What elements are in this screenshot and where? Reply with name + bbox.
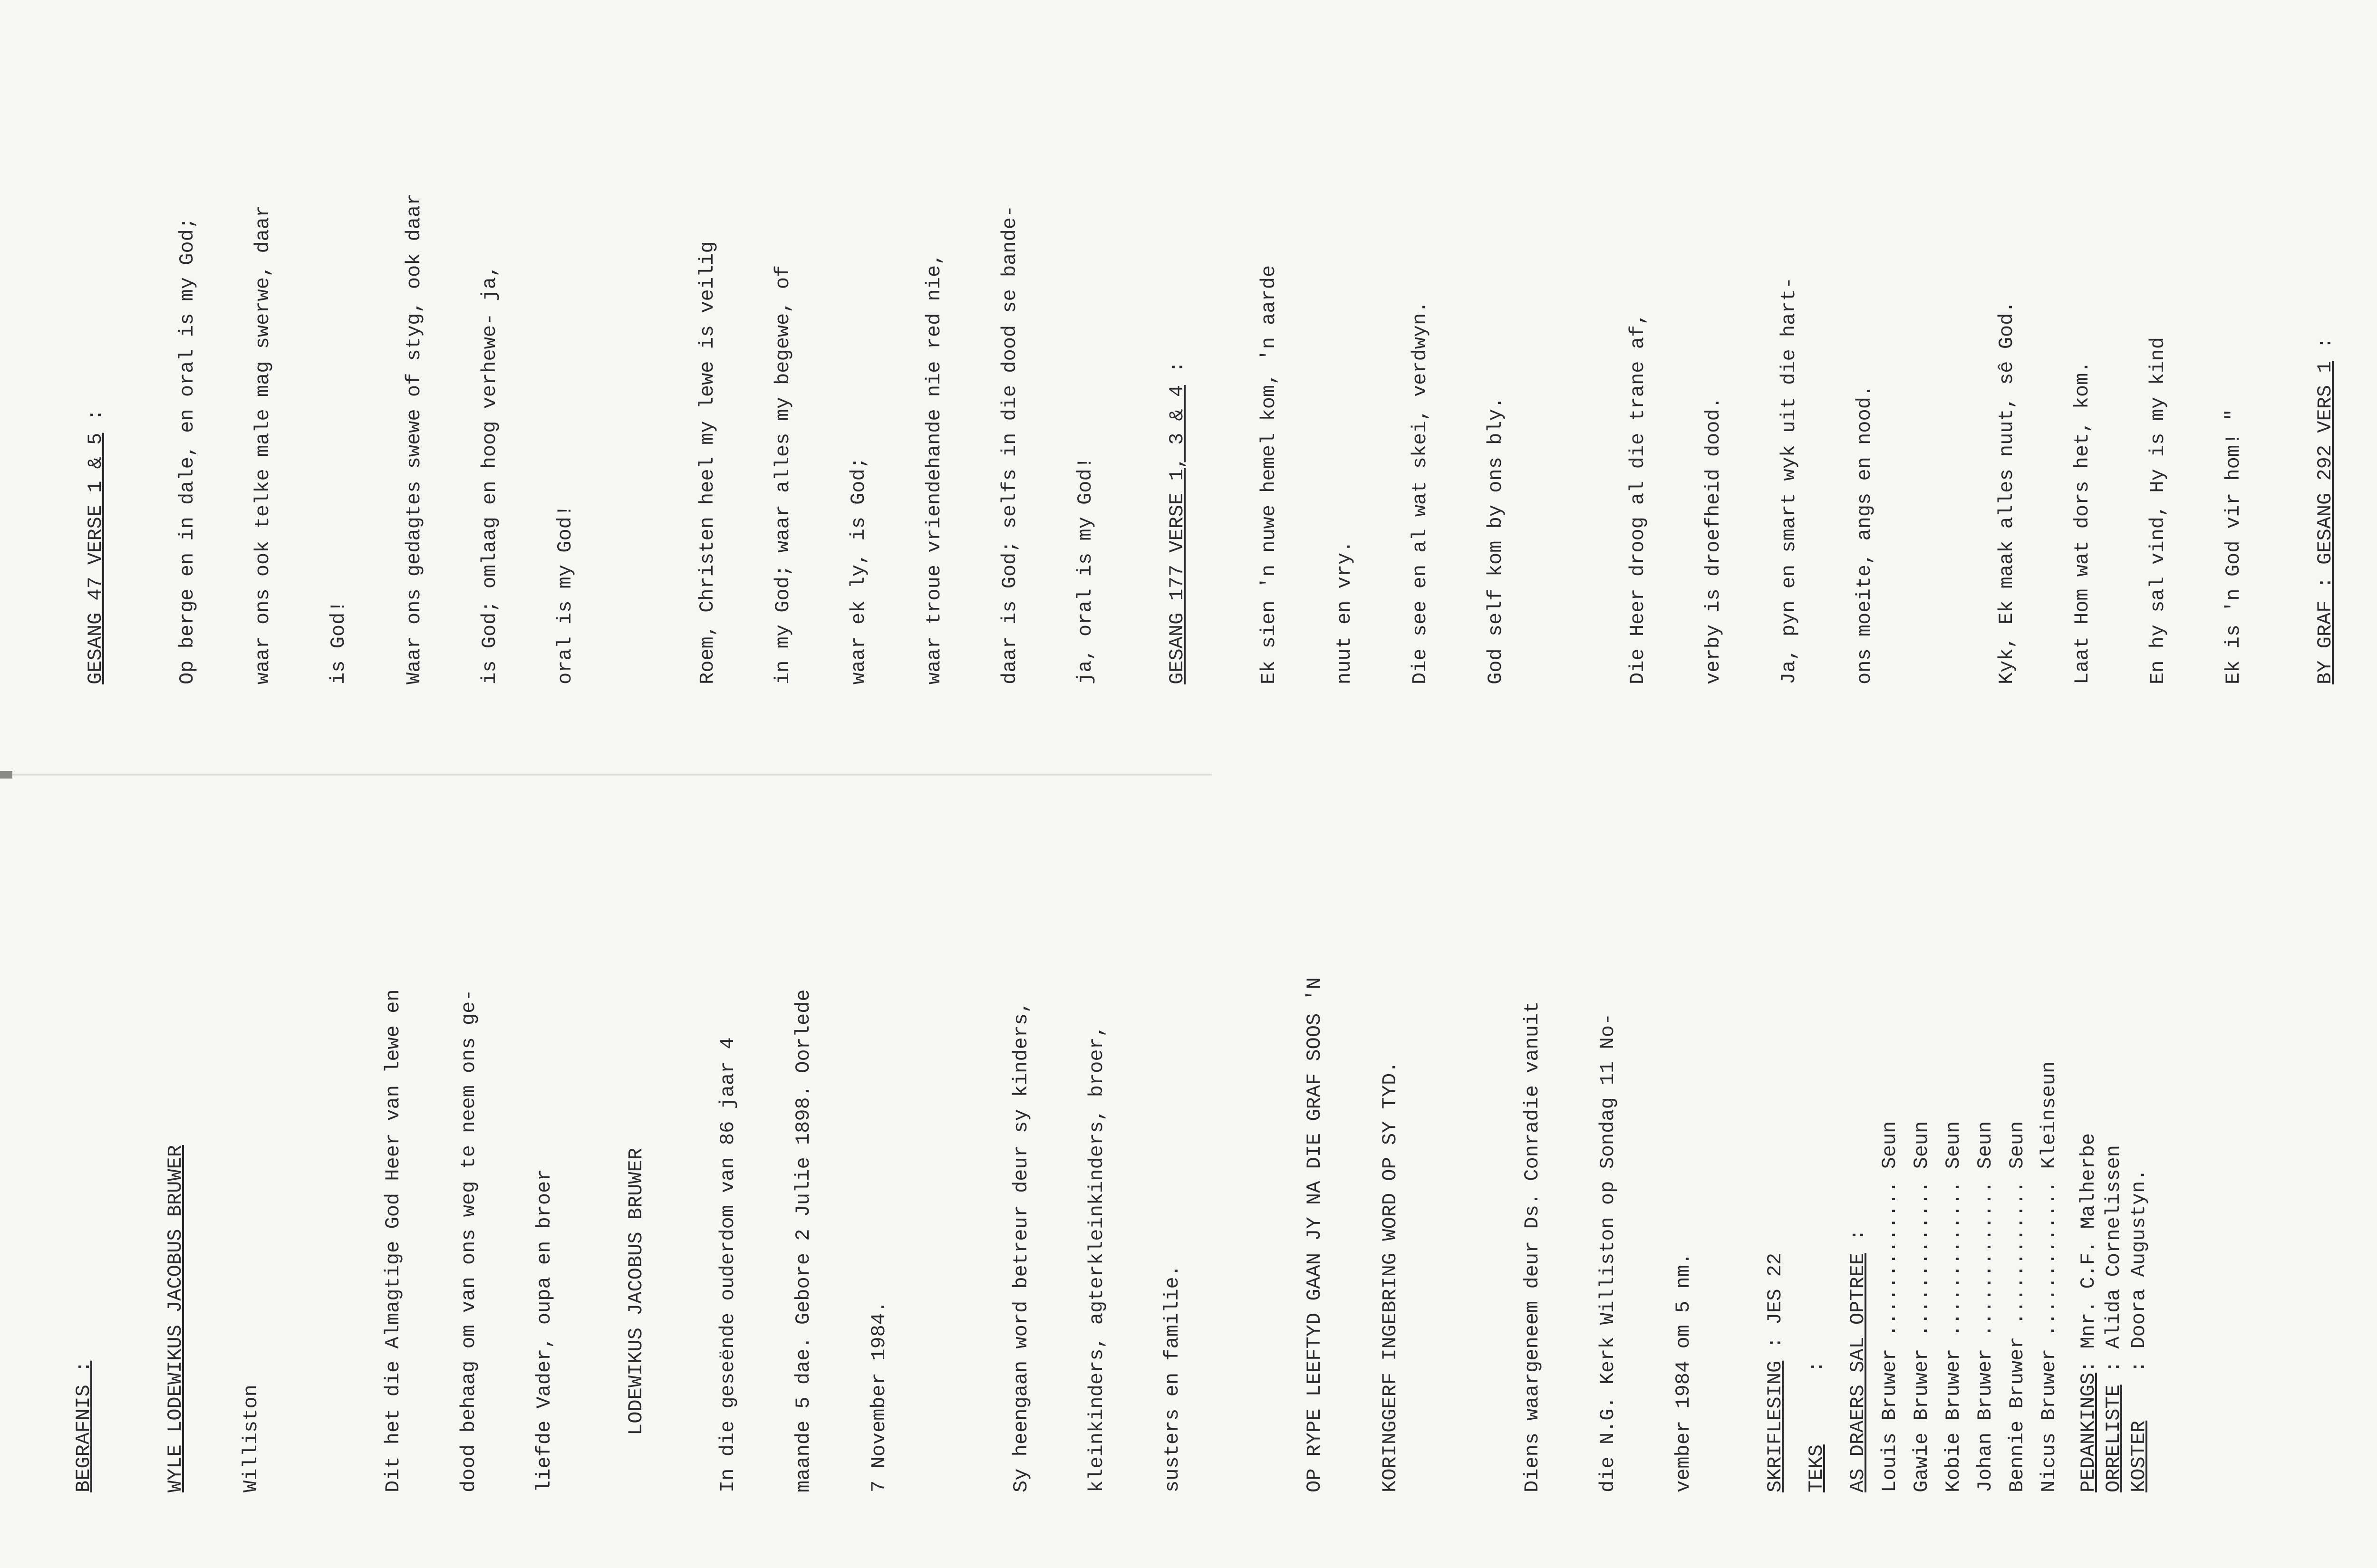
place: Williston <box>240 1385 262 1492</box>
name-centered <box>624 808 649 1492</box>
age-line: 7 November 1984. <box>868 1300 890 1492</box>
name-centered-text: LODEWIKUS JACOBUS BRUWER <box>625 1148 647 1435</box>
verse-line: Laat Hom wat dors het, kom. <box>2071 361 2094 684</box>
motto-line: OP RYPE LEEFTYD GAAN JY NA DIE GRAF SOOS 'N <box>1303 977 1326 1492</box>
hymn2-verse3 <box>1575 43 1928 684</box>
age-block <box>665 808 942 1492</box>
notice-title-text: BEGRAFNIS : <box>72 1360 95 1492</box>
bearer-name: Nicus Bruwer <box>2038 1348 2060 1492</box>
scripture-line <box>1763 808 1788 1492</box>
verse-line: is God; omlaag en hoog verhewe- ja, <box>478 265 501 684</box>
scripture-label: SKRIFLESING <box>1764 1360 1787 1492</box>
verse-line: Op berge en in dale, en oral is my God; <box>176 217 199 684</box>
age-line: maande 5 dae. Gebore 2 Julie 1898. Oorlede <box>792 989 815 1492</box>
verse-line: ons moeite, angs en nood. <box>1853 385 1876 684</box>
text-value: : <box>1805 1360 1828 1445</box>
verse-line: in my God; waar alles my begewe, of <box>772 265 794 684</box>
bearers-heading-line <box>1846 808 1871 1492</box>
bearer-name: Kobie Bruwer <box>1942 1348 1965 1492</box>
verse-line: En hy sal vind, Hy is my kind <box>2146 337 2169 684</box>
bearer-row: Nicus Bruwer ............. Kleinseun <box>2038 1061 2060 1492</box>
verse-line: God self kom by ons bly. <box>1484 397 1507 684</box>
hymn1-heading: GESANG 47 VERSE 1 & 5 <box>84 433 107 684</box>
verse-line: Roem, Christen heel my lewe is veilig <box>696 241 719 684</box>
bearers-list <box>1877 808 2062 1492</box>
grave-colon: : <box>2314 337 2337 361</box>
bearer-row: Kobie Bruwer ............. Seun <box>1942 1121 1965 1492</box>
verse-line: Ek sien 'n nuwe hemel kom, 'n aarde <box>1257 265 1280 684</box>
intro-line: dood behaag om van ons weg te neem ons ge- <box>457 989 480 1492</box>
verse-line: Kyk, Ek maak alles nuut, sê God. <box>1995 301 2018 684</box>
hymn2-heading: GESANG 177 VERSE 1, 3 & 4 <box>1166 385 1188 684</box>
page-fold <box>0 774 1212 776</box>
verse-line: waar troue vriendehande nie red nie, <box>923 253 946 684</box>
bearer-name: Gawie Bruwer <box>1910 1348 1933 1492</box>
intro-line: Dit het die Almagtige God Heer van lewe en <box>382 989 405 1492</box>
hymn1-verse1 <box>125 43 628 684</box>
hymn2-heading-line <box>1165 43 1190 684</box>
text-line <box>1804 808 1829 1492</box>
notice-title <box>71 808 97 1492</box>
motto-block <box>1252 808 1453 1492</box>
bearer-row: Gawie Bruwer ............. Seun <box>1910 1121 1933 1492</box>
grave-heading-line <box>2313 43 2338 684</box>
official-row <box>2126 808 2152 1492</box>
hymn2-verse1 <box>1206 43 1559 684</box>
fold-mark <box>0 771 12 779</box>
intro-line: liefde Vader, oupa en broer <box>533 1169 556 1492</box>
bearer-name: Johan Bruwer <box>1974 1348 1997 1492</box>
grave-heading: BY GRAF : GESANG 292 VERS 1 <box>2314 361 2337 684</box>
notice-panel <box>71 808 2150 1492</box>
bearer-name: Louis Bruwer <box>1878 1348 1901 1492</box>
mourners-line: kleinkinders, agterkleinkinders, broer, <box>1085 1025 1108 1492</box>
hymn2-colon: : <box>1166 361 1188 385</box>
verse-line: is God! <box>327 600 350 684</box>
verse-line: Die Heer droog al die trane af, <box>1626 313 1649 684</box>
deceased-block <box>113 808 314 1492</box>
hymn1-colon: : <box>84 409 107 433</box>
service-block <box>1469 808 1747 1492</box>
bearer-role: Seun <box>1974 1121 1997 1169</box>
bearer-row: Louis Bruwer ............. Seun <box>1878 1121 1901 1492</box>
intro-block <box>330 808 608 1492</box>
verse-line: waar ek ly, is God; <box>847 457 870 684</box>
verse-line: Waar ons gedagtes swewe of styg, ook daar <box>403 193 425 684</box>
bearer-role: Seun <box>1942 1121 1965 1169</box>
service-line: die N.G. Kerk Williston op Sondag 11 No- <box>1596 1013 1619 1492</box>
mourners-line: Sy heengaan word betreur deur sy kinders, <box>1010 1001 1033 1492</box>
official-value: : Mnr. C.F. Malherbe <box>2077 1133 2100 1373</box>
hymns-panel <box>83 43 2337 684</box>
official-row <box>2076 808 2101 1492</box>
verse-line: Die see en al wat skei, verdwyn. <box>1409 301 1431 684</box>
hymn1-verse5 <box>645 43 1149 684</box>
verse-line: Ek is 'n God vir hom! " <box>2222 409 2245 684</box>
verse-line: waar ons ook telke male mag swerwe, daar <box>251 205 274 684</box>
official-value: : Doora Augustyn. <box>2127 1169 2150 1421</box>
verse-line: verby is droefheid dood. <box>1702 397 1725 684</box>
mourners-block <box>958 808 1236 1492</box>
scripture-value: : JES 22 <box>1764 1252 1787 1361</box>
age-line: In die geseënde ouderdom van 86 jaar 4 <box>716 1037 739 1492</box>
bearers-heading: AS DRAERS SAL OPTREE <box>1846 1252 1869 1492</box>
grave-verse <box>2354 43 2377 684</box>
official-value: : Alida Cornelissen <box>2102 1145 2125 1385</box>
bearer-name: Bennie Bruwer <box>2006 1337 2029 1492</box>
bearer-row: Johan Bruwer ............. Seun <box>1974 1121 1997 1492</box>
text-label: TEKS <box>1805 1444 1828 1492</box>
hymn2-verse4 <box>1944 43 2297 684</box>
deceased-line: WYLE LODEWIKUS JACOBUS BRUWER <box>164 1145 187 1492</box>
service-line: vember 1984 om 5 nm. <box>1672 1252 1695 1492</box>
bearer-role: Seun <box>1910 1121 1933 1169</box>
official-label: KOSTER <box>2127 1420 2150 1492</box>
hymn1-heading-line <box>83 43 108 684</box>
service-line: Diens waargeneem deur Ds. Conradie vanuit <box>1521 1001 1544 1492</box>
verse-line: Ja, pyn en smart wyk uit die hart- <box>1778 277 1800 684</box>
bearers-colon: : <box>1846 1229 1869 1253</box>
official-label: PEDANKINGS <box>2077 1372 2100 1492</box>
official-label: ORRELISTE <box>2102 1385 2125 1492</box>
official-row <box>2101 808 2126 1492</box>
bearer-role: Seun <box>1878 1121 1901 1169</box>
bearer-row: Bennie Bruwer ............ Seun <box>2006 1121 2029 1492</box>
verse-line: daar is God; selfs in die dood se bande- <box>998 205 1021 684</box>
bearer-role: Seun <box>2006 1121 2029 1169</box>
verse-line: ja, oral is my God! <box>1074 457 1097 684</box>
verse-line: nuut en vry. <box>1333 540 1356 684</box>
officials-list <box>2076 808 2152 1492</box>
mourners-line: susters en familie. <box>1161 1265 1184 1492</box>
verse-line: oral is my God! <box>554 504 577 684</box>
bearer-role: Kleinseun <box>2038 1061 2060 1169</box>
motto-line: KORINGGERF INGEBRING WORD OP SY TYD. <box>1379 1061 1401 1492</box>
